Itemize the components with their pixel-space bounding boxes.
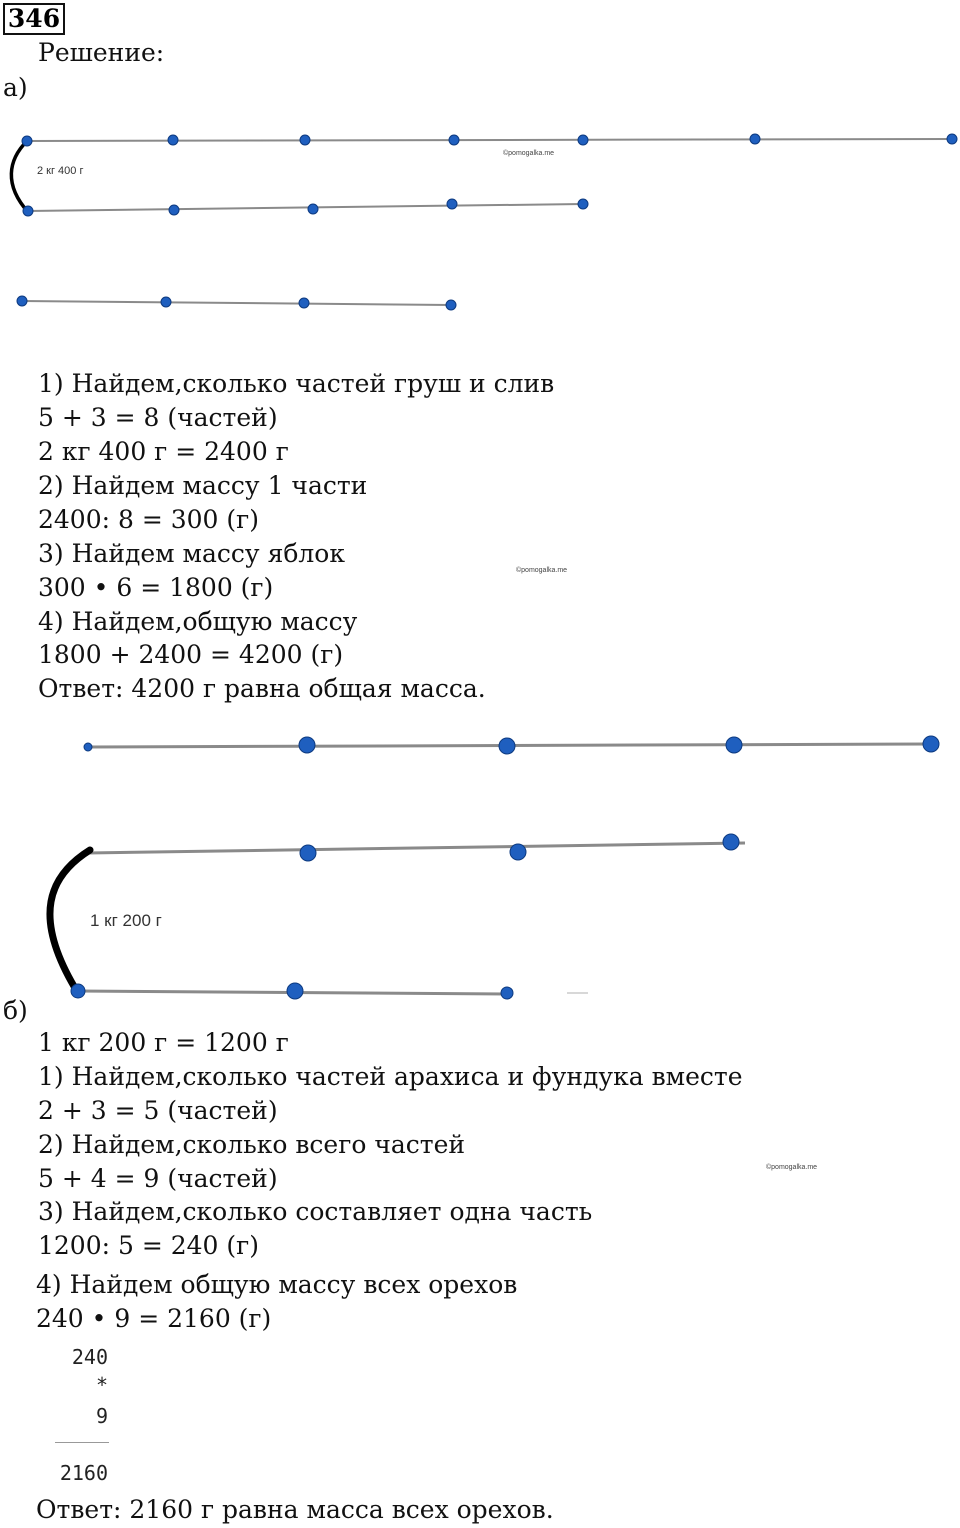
solution-line: 5 + 3 = 8 (частей) [38,403,278,432]
solution-line: 300 • 6 = 1800 (г) [38,573,274,602]
dot [287,983,303,999]
dot [84,743,92,751]
column-divider [55,1442,109,1443]
dot [23,206,33,216]
solution-line: 2) Найдем массу 1 части [38,471,368,500]
solution-line: 1) Найдем,сколько частей арахиса и фундука вместе [38,1062,743,1091]
solution-line: 1800 + 2400 = 4200 (г) [38,640,344,669]
diagram-b-label: 1 кг 200 г [90,911,162,930]
dot [723,834,739,850]
dot [22,136,32,146]
solution-line: 3) Найдем,сколько составляет одна часть [38,1197,593,1226]
segment-line-a2 [28,204,583,211]
solution-line: 2 + 3 = 5 (частей) [38,1096,278,1125]
dot [17,296,27,306]
solution-line: 240 • 9 = 2160 (г) [36,1304,272,1333]
brace-a [11,141,28,212]
dot [578,135,588,145]
segment-line-b2 [88,843,745,853]
solution-line: 4) Найдем,общую массу [38,607,358,636]
solution-line: 4) Найдем общую массу всех орехов [36,1270,518,1299]
diagram-a-label: 2 кг 400 г [37,165,84,177]
answer-b: Ответ: 2160 г равна масса всех орехов. [36,1495,554,1524]
dot [499,738,515,754]
dot [447,199,457,209]
watermark: ©pomogalka.me [766,1164,818,1171]
dot [750,134,760,144]
column-top-number: 240 [71,1345,108,1369]
dot [446,300,456,310]
dot [161,297,171,307]
problem-number: 346 [3,3,65,35]
segment-line-a1 [27,139,952,141]
dot [578,199,588,209]
dot [300,135,310,145]
column-bottom-number: 9 [95,1404,108,1428]
solution-line: 2 кг 400 г = 2400 г [38,437,289,466]
diagram-b [0,710,960,1000]
solution-line: 3) Найдем массу яблок [38,539,345,568]
diagram-a [0,0,960,330]
dot [726,737,742,753]
dot [299,298,309,308]
column-result: 2160 [59,1461,108,1485]
solution-line: 1 кг 200 г = 1200 г [38,1028,289,1057]
dot [449,135,459,145]
dot [947,134,957,144]
dot [510,844,526,860]
brace-b [50,850,90,993]
dot [308,204,318,214]
dot [300,845,316,861]
dot [71,984,85,998]
part-b-label: б) [3,996,28,1025]
solution-line: 5 + 4 = 9 (частей) [38,1164,278,1193]
column-operator: * [95,1373,108,1397]
dot [299,737,315,753]
solution-line: 1) Найдем,сколько частей груш и слив [38,369,555,398]
watermark: ©pomogalka.me [503,150,555,157]
dot [501,987,513,999]
solution-heading: Решение: [38,38,165,67]
watermark: ©pomogalka.me [516,567,568,574]
solution-line: 2) Найдем,сколько всего частей [38,1130,466,1159]
dot [923,736,939,752]
segment-line-a3 [22,301,451,305]
dot [168,135,178,145]
answer-a: Ответ: 4200 г равна общая масса. [38,674,486,703]
part-a-label: а) [3,73,28,102]
dot [169,205,179,215]
solution-line: 1200: 5 = 240 (г) [38,1231,260,1260]
solution-line: 2400: 8 = 300 (г) [38,505,260,534]
